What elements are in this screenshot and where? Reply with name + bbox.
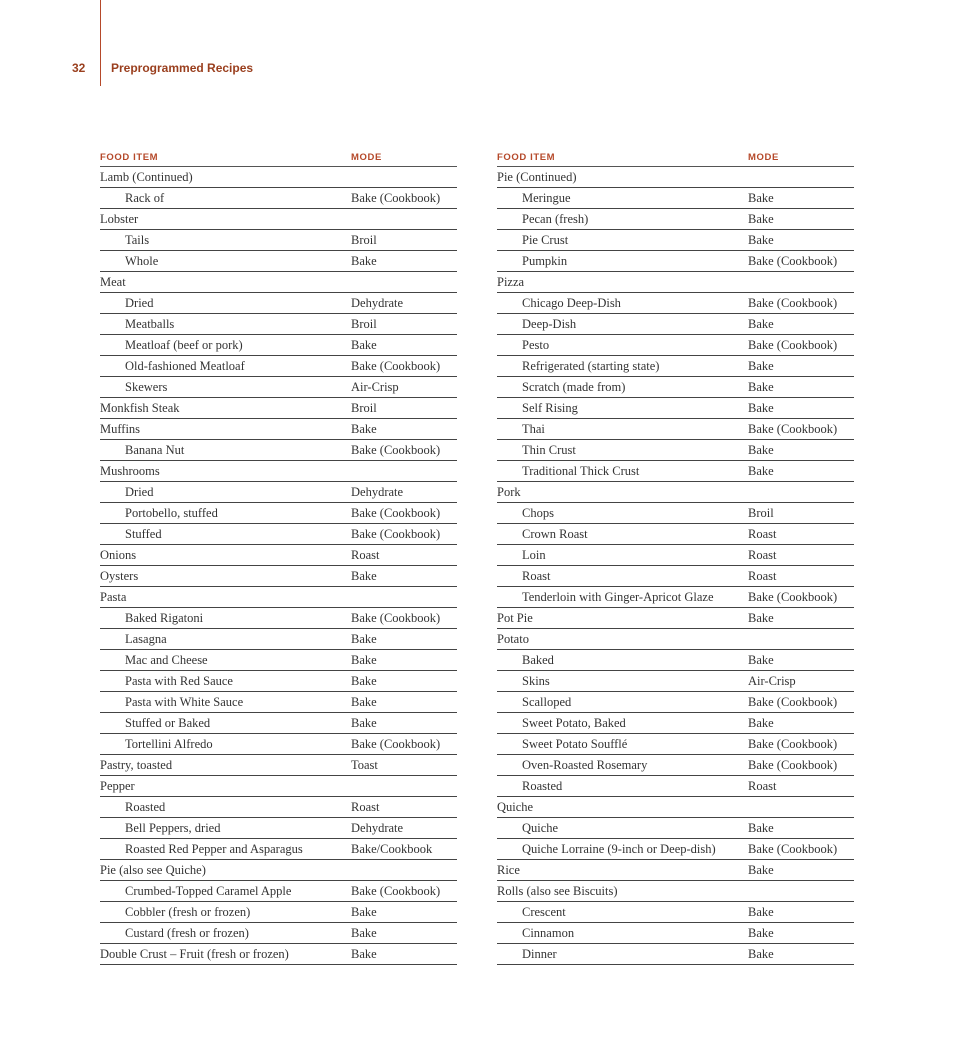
mode-cell: Bake: [351, 422, 377, 436]
food-item-cell: Potato: [497, 632, 529, 646]
table-row: [497, 755, 854, 776]
food-item-cell: Dried: [125, 485, 154, 499]
mode-cell: Bake: [748, 401, 774, 415]
mode-cell: Bake: [351, 947, 377, 961]
food-item-cell: Skewers: [125, 380, 168, 394]
table-row: [100, 629, 457, 650]
table-row: [497, 797, 854, 818]
food-item-cell: Dried: [125, 296, 154, 310]
food-item-cell: Quiche: [497, 800, 534, 814]
food-item-cell: Scalloped: [522, 695, 572, 709]
mode-header: MODE: [748, 152, 779, 163]
mode-cell: Bake: [748, 212, 774, 226]
table-row: [497, 482, 854, 503]
table-row: [100, 587, 457, 608]
mode-cell: Bake (Cookbook): [351, 191, 441, 205]
table-row: [497, 776, 854, 797]
mode-cell: Bake (Cookbook): [351, 443, 441, 457]
food-item-cell: Pecan (fresh): [522, 212, 589, 226]
food-item-cell: Sweet Potato Soufflé: [522, 737, 628, 751]
mode-cell: Roast: [748, 779, 777, 793]
mode-cell: Dehydrate: [351, 296, 404, 310]
food-item-cell: Tails: [125, 233, 150, 247]
table-row: [497, 293, 854, 314]
table-row: [100, 566, 457, 587]
table-row: [100, 440, 457, 461]
mode-cell: Roast: [351, 548, 380, 562]
food-item-header: FOOD ITEM: [100, 152, 159, 163]
mode-cell: Bake (Cookbook): [351, 359, 441, 373]
table-row: [497, 629, 854, 650]
recipe-table-left: [100, 149, 457, 965]
table-row: [100, 944, 457, 965]
table-row: [497, 923, 854, 944]
food-item-cell: Pasta with White Sauce: [125, 695, 244, 709]
table-row: [497, 251, 854, 272]
food-item-cell: Pot Pie: [497, 611, 533, 625]
table-row: [100, 356, 457, 377]
mode-cell: Air-Crisp: [351, 380, 399, 394]
mode-cell: Bake: [748, 443, 774, 457]
mode-cell: Bake: [748, 359, 774, 373]
food-item-cell: Pasta: [100, 590, 127, 604]
table-row: [100, 797, 457, 818]
table-row: [497, 272, 854, 293]
table-row: [100, 776, 457, 797]
mode-cell: Roast: [351, 800, 380, 814]
food-item-cell: Roasted Red Pepper and Asparagus: [125, 842, 303, 856]
table-row: [100, 881, 457, 902]
food-item-cell: Roasted: [522, 779, 563, 793]
table-row: [100, 335, 457, 356]
food-item-cell: Custard (fresh or frozen): [125, 926, 249, 940]
table-row: [497, 188, 854, 209]
table-row: [100, 524, 457, 545]
food-item-cell: Muffins: [100, 422, 141, 436]
table-row: [497, 209, 854, 230]
mode-cell: Bake (Cookbook): [748, 737, 838, 751]
food-item-cell: Sweet Potato, Baked: [522, 716, 626, 730]
mode-cell: Bake (Cookbook): [351, 506, 441, 520]
food-item-cell: Pie (Continued): [497, 170, 577, 184]
mode-cell: Bake (Cookbook): [748, 758, 838, 772]
food-item-cell: Meringue: [522, 191, 571, 205]
table-row: [100, 482, 457, 503]
food-item-cell: Chops: [522, 506, 554, 520]
mode-cell: Bake: [351, 716, 377, 730]
table-row: [100, 818, 457, 839]
food-item-cell: Baked: [522, 653, 554, 667]
table-row: [497, 587, 854, 608]
food-item-cell: Banana Nut: [125, 443, 185, 457]
table-row: [100, 545, 457, 566]
table-row: [497, 713, 854, 734]
header-rule: [100, 0, 101, 86]
table-row: [100, 692, 457, 713]
table-row: [497, 167, 854, 188]
table-row: [100, 293, 457, 314]
mode-cell: Broil: [748, 506, 774, 520]
mode-cell: Bake: [351, 695, 377, 709]
table-row: [497, 377, 854, 398]
mode-cell: Bake: [748, 191, 774, 205]
table-row: [100, 209, 457, 230]
food-item-cell: Rolls (also see Biscuits): [497, 884, 618, 898]
mode-header: MODE: [351, 152, 382, 163]
food-item-cell: Thai: [522, 422, 545, 436]
recipe-table-right: [497, 149, 854, 965]
table-row: [100, 419, 457, 440]
table-row: [100, 923, 457, 944]
table-body: [100, 167, 457, 965]
table-row: [100, 671, 457, 692]
table-row: [497, 902, 854, 923]
food-item-cell: Pie Crust: [522, 233, 569, 247]
table-row: [497, 419, 854, 440]
table-row: [100, 902, 457, 923]
food-item-cell: Pastry, toasted: [100, 758, 173, 772]
mode-cell: Bake (Cookbook): [748, 842, 838, 856]
food-item-cell: Portobello, stuffed: [125, 506, 218, 520]
food-item-cell: Oysters: [100, 569, 139, 583]
food-item-cell: Monkfish Steak: [100, 401, 180, 415]
food-item-cell: Mac and Cheese: [125, 653, 208, 667]
mode-cell: Bake (Cookbook): [748, 296, 838, 310]
food-item-cell: Deep-Dish: [522, 317, 577, 331]
mode-cell: Bake (Cookbook): [748, 590, 838, 604]
mode-cell: Bake: [351, 254, 377, 268]
food-item-cell: Lamb (Continued): [100, 170, 193, 184]
food-item-cell: Crumbed-Topped Caramel Apple: [125, 884, 292, 898]
page-title: Preprogrammed Recipes: [111, 61, 254, 75]
mode-cell: Bake: [748, 233, 774, 247]
table-row: [497, 335, 854, 356]
mode-cell: Broil: [351, 401, 377, 415]
food-item-cell: Traditional Thick Crust: [522, 464, 640, 478]
table-row: [497, 608, 854, 629]
mode-cell: Bake: [351, 632, 377, 646]
mode-cell: Roast: [748, 548, 777, 562]
mode-cell: Bake: [351, 905, 377, 919]
table-row: [100, 251, 457, 272]
table-row: [497, 671, 854, 692]
table-row: [100, 839, 457, 860]
mode-cell: Toast: [351, 758, 378, 772]
table-row: [497, 230, 854, 251]
mode-cell: Bake (Cookbook): [748, 254, 838, 268]
table-row: [497, 440, 854, 461]
mode-cell: Bake: [748, 653, 774, 667]
table-row: [497, 734, 854, 755]
table-row: [497, 839, 854, 860]
table-row: [497, 503, 854, 524]
food-item-cell: Roasted: [125, 800, 166, 814]
table-row: [497, 566, 854, 587]
table-row: [100, 377, 457, 398]
mode-cell: Bake: [748, 716, 774, 730]
table-row: [100, 650, 457, 671]
table-row: [100, 608, 457, 629]
table-row: [100, 755, 457, 776]
table-row: [497, 314, 854, 335]
food-item-cell: Quiche Lorraine (9-inch or Deep-dish): [522, 842, 716, 856]
food-item-cell: Crown Roast: [522, 527, 588, 541]
table-row: [497, 461, 854, 482]
mode-cell: Bake (Cookbook): [748, 695, 838, 709]
mode-cell: Bake: [748, 905, 774, 919]
food-item-cell: Cinnamon: [522, 926, 575, 940]
food-item-cell: Dinner: [522, 947, 557, 961]
food-item-cell: Meat: [100, 275, 126, 289]
food-item-cell: Self Rising: [522, 401, 578, 415]
food-item-cell: Mushrooms: [100, 464, 160, 478]
mode-cell: Roast: [748, 569, 777, 583]
food-item-cell: Onions: [100, 548, 137, 562]
food-item-cell: Pie (also see Quiche): [100, 863, 206, 877]
mode-cell: Bake: [351, 674, 377, 688]
table-row: [497, 545, 854, 566]
table-row: [497, 356, 854, 377]
food-item-cell: Refrigerated (starting state): [522, 359, 660, 373]
food-item-cell: Pizza: [497, 275, 525, 289]
table-row: [100, 713, 457, 734]
food-item-cell: Crescent: [522, 905, 566, 919]
mode-cell: Roast: [748, 527, 777, 541]
food-item-cell: Quiche: [522, 821, 559, 835]
table-row: [497, 944, 854, 965]
table-row: [497, 860, 854, 881]
mode-cell: Bake: [351, 653, 377, 667]
food-item-cell: Roast: [522, 569, 551, 583]
table-header: [100, 149, 457, 167]
table-row: [497, 881, 854, 902]
food-item-cell: Pasta with Red Sauce: [125, 674, 233, 688]
food-item-cell: Stuffed or Baked: [125, 716, 211, 730]
table-row: [497, 650, 854, 671]
food-item-cell: Lobster: [100, 212, 139, 226]
mode-cell: Bake: [351, 569, 377, 583]
mode-cell: Bake (Cookbook): [351, 884, 441, 898]
food-item-cell: Cobbler (fresh or frozen): [125, 905, 251, 919]
mode-cell: Dehydrate: [351, 485, 404, 499]
table-row: [100, 860, 457, 881]
table-body: [497, 167, 854, 965]
mode-cell: Bake: [748, 380, 774, 394]
food-item-cell: Thin Crust: [522, 443, 576, 457]
food-item-cell: Pork: [497, 485, 521, 499]
food-item-cell: Tortellini Alfredo: [125, 737, 213, 751]
food-item-cell: Whole: [125, 254, 159, 268]
mode-cell: Bake: [351, 926, 377, 940]
table-row: [100, 188, 457, 209]
food-item-cell: Old-fashioned Meatloaf: [125, 359, 245, 373]
mode-cell: Bake: [748, 863, 774, 877]
food-item-cell: Pumpkin: [522, 254, 568, 268]
mode-cell: Bake: [748, 317, 774, 331]
food-item-cell: Pesto: [522, 338, 550, 352]
table-row: [497, 398, 854, 419]
table-header: [497, 149, 854, 167]
food-item-cell: Chicago Deep-Dish: [522, 296, 621, 310]
food-item-cell: Loin: [522, 548, 546, 562]
food-item-cell: Double Crust – Fruit (fresh or frozen): [100, 947, 289, 961]
mode-cell: Bake (Cookbook): [351, 611, 441, 625]
mode-cell: Bake: [748, 611, 774, 625]
mode-cell: Broil: [351, 233, 377, 247]
food-item-cell: Meatloaf (beef or pork): [125, 338, 243, 352]
mode-cell: Bake (Cookbook): [351, 527, 441, 541]
food-item-cell: Rice: [497, 863, 520, 877]
table-row: [100, 314, 457, 335]
mode-cell: Dehydrate: [351, 821, 404, 835]
mode-cell: Bake: [748, 947, 774, 961]
food-item-cell: Scratch (made from): [522, 380, 626, 394]
table-row: [100, 167, 457, 188]
food-item-header: FOOD ITEM: [497, 152, 556, 163]
food-item-cell: Baked Rigatoni: [125, 611, 204, 625]
mode-cell: Bake (Cookbook): [351, 737, 441, 751]
mode-cell: Bake: [351, 338, 377, 352]
food-item-cell: Stuffed: [125, 527, 162, 541]
mode-cell: Bake (Cookbook): [748, 422, 838, 436]
food-item-cell: Lasagna: [125, 632, 167, 646]
table-row: [100, 503, 457, 524]
food-item-cell: Skins: [522, 674, 550, 688]
table-row: [100, 230, 457, 251]
table-row: [497, 524, 854, 545]
food-item-cell: Rack of: [125, 191, 165, 205]
mode-cell: Bake: [748, 821, 774, 835]
food-item-cell: Oven-Roasted Rosemary: [522, 758, 648, 772]
table-row: [100, 461, 457, 482]
food-item-cell: Pepper: [100, 779, 135, 793]
table-row: [497, 692, 854, 713]
food-item-cell: Meatballs: [125, 317, 175, 331]
table-row: [100, 398, 457, 419]
table-row: [497, 818, 854, 839]
mode-cell: Broil: [351, 317, 377, 331]
page-number: 32: [72, 61, 86, 75]
table-row: [100, 272, 457, 293]
mode-cell: Bake/Cookbook: [351, 842, 433, 856]
mode-cell: Bake (Cookbook): [748, 338, 838, 352]
mode-cell: Air-Crisp: [748, 674, 796, 688]
food-item-cell: Bell Peppers, dried: [125, 821, 221, 835]
mode-cell: Bake: [748, 464, 774, 478]
mode-cell: Bake: [748, 926, 774, 940]
food-item-cell: Tenderloin with Ginger-Apricot Glaze: [522, 590, 714, 604]
table-row: [100, 734, 457, 755]
